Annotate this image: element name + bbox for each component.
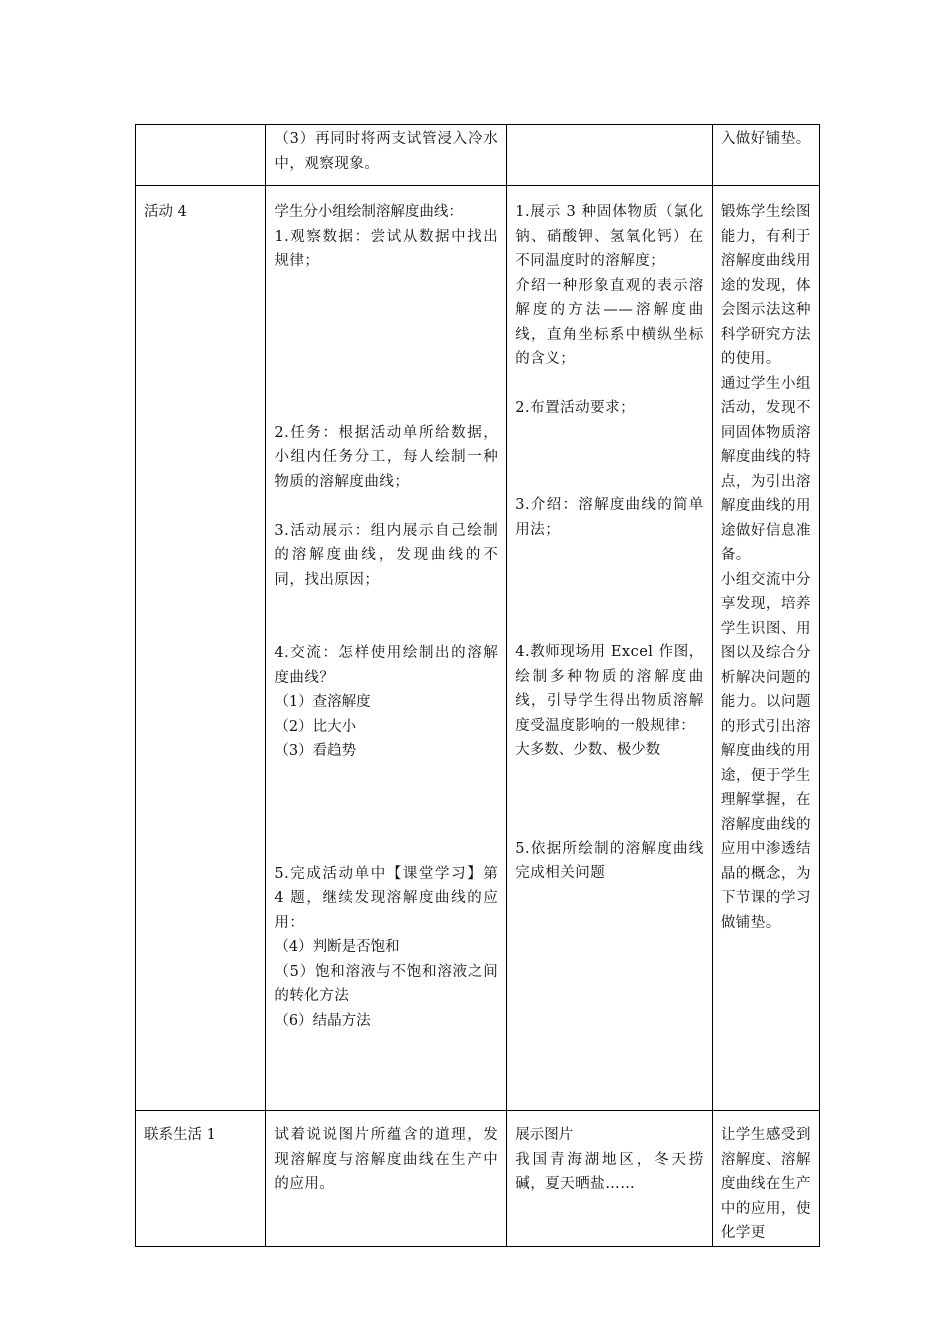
- student-activity-cell: [266, 1111, 507, 1247]
- student-text: 2.任务：根据活动单所给数据，小组内任务分工，每人绘制一种物质的溶解度曲线；: [274, 424, 499, 490]
- teacher-text: 4.教师现场用 Excel 作图，绘制多种物质的溶解度曲线，引导学生得出物质溶解度受温度影响的一般规律：: [515, 644, 704, 734]
- student-text: （5）饱和溶液与不饱和溶液之间的转化方法: [274, 963, 499, 1004]
- intent-text: 小组交流中分享发现，培养学生识图、用图以及综合分析解决问题的能力。以问题的形式引出溶解度曲线的用途，便于学生理解掌握，在溶解度曲线的应用中渗透结晶的概念，为下节课的学习做铺垫。: [720, 571, 811, 931]
- student-text: （2）比大小: [274, 718, 357, 735]
- teacher-text: 3.介绍：溶解度曲线的简单用法；: [515, 497, 704, 538]
- teacher-text: 展示图片: [515, 1127, 574, 1143]
- stage-cell: [136, 125, 266, 186]
- intent-text: 锻炼学生绘图能力，有利于溶解度曲线用途的发现，体会图示法这种科学研究方法的使用。: [720, 204, 811, 367]
- teacher-text: 1.展示 3 种固体物质（氯化钠、硝酸钾、氢氧化钙）在不同温度时的溶解度；: [515, 204, 704, 269]
- design-intent-cell: [712, 125, 819, 186]
- student-text: 学生分小组绘制溶解度曲线：: [274, 204, 463, 220]
- intent-text: 通过学生小组活动，发现不同固体物质溶解度曲线的特点，为引出溶解度曲线的用途做好信息准备。: [720, 375, 811, 563]
- student-text: 5.完成活动单中【课堂学习】第 4 题，继续发现溶解度曲线的应用：: [274, 865, 499, 931]
- lesson-plan-table: [135, 124, 820, 1247]
- table-row: [136, 1111, 820, 1247]
- intent-text: 入做好铺垫。: [720, 131, 811, 147]
- student-text: （4）判断是否饱和: [274, 939, 400, 955]
- table-row: [136, 125, 820, 186]
- student-text: 3.活动展示：组内展示自己绘制的溶解度曲线，发现曲线的不同，找出原因；: [274, 522, 499, 588]
- student-text: （1）查溶解度: [274, 694, 371, 710]
- teacher-text: 5.依据所绘制的溶解度曲线完成相关问题: [515, 840, 704, 881]
- stage-cell: [136, 1111, 266, 1247]
- teacher-text: 2.布置活动要求；: [515, 399, 636, 416]
- student-text: （3）看趋势: [274, 743, 357, 759]
- stage-label: 联系生活 1: [144, 1127, 216, 1143]
- teacher-text: 我国青海湖地区，冬天捞碱，夏天晒盐……: [515, 1151, 704, 1192]
- teacher-activity-cell: [507, 1111, 713, 1247]
- teacher-text: 介绍一种形象直观的表示溶解度的方法——溶解度曲线，直角坐标系中横纵坐标的含义；: [515, 277, 704, 367]
- student-text: （3）再同时将两支试管浸入冷水中，观察现象。: [274, 131, 499, 172]
- student-activity-cell: [266, 186, 507, 1111]
- student-activity-cell: [266, 125, 507, 186]
- stage-cell: [136, 186, 266, 1111]
- student-text: 4.交流：怎样使用绘制出的溶解度曲线？: [274, 645, 499, 686]
- design-intent-cell: [712, 186, 819, 1111]
- teacher-activity-cell: [507, 186, 713, 1111]
- teacher-activity-cell: [507, 125, 713, 186]
- stage-label: 活动 4: [144, 204, 187, 220]
- student-text: 1.观察数据：尝试从数据中找出规律；: [274, 228, 499, 269]
- intent-text: 让学生感受到溶解度、溶解度曲线在生产中的应用，使化学更: [720, 1127, 811, 1241]
- design-intent-cell: [712, 1111, 819, 1247]
- student-text: 试着说说图片所蕴含的道理，发现溶解度与溶解度曲线在生产中的应用。: [274, 1127, 499, 1192]
- table-row: [136, 186, 820, 1111]
- student-text: （6）结晶方法: [274, 1012, 371, 1029]
- teacher-text: 大多数、少数、极少数: [515, 742, 661, 758]
